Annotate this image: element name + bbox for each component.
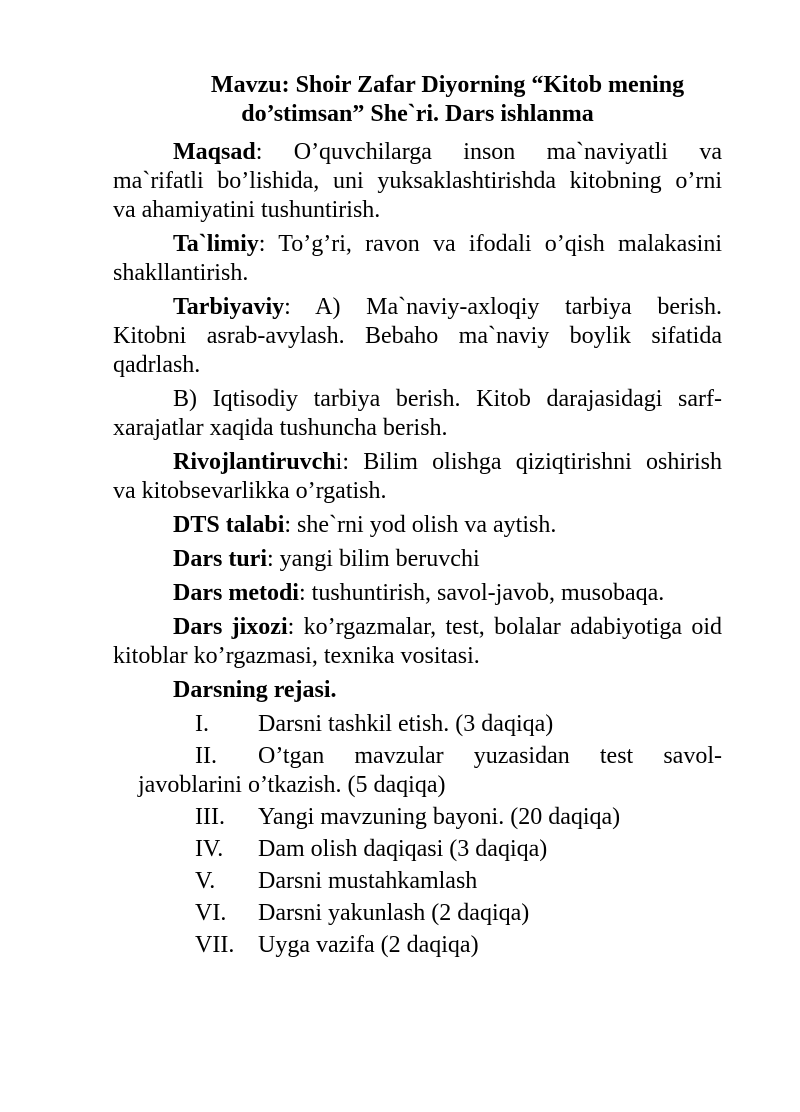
paragraph-text: : A) Ma`naviy-axloqiy tarbiya berish. <box>284 294 722 320</box>
paragraph-lead: Dars metodi <box>173 580 299 606</box>
paragraph-line <box>113 511 722 540</box>
plan-item-line <box>138 742 722 771</box>
paragraph <box>113 676 722 705</box>
paragraph-line <box>113 477 722 506</box>
plan-item-numeral: VI. <box>195 900 227 926</box>
paragraph-line <box>113 448 722 477</box>
paragraph-lead: Tarbiyaviy <box>173 294 285 320</box>
plan-item-line <box>138 931 722 960</box>
paragraph <box>113 579 722 608</box>
paragraph-text: : tushuntirish, savol-javob, musobaqa. <box>298 580 665 606</box>
plan-item-text: O’tgan mavzular yuzasidan test savol- <box>258 743 722 769</box>
paragraph-line <box>113 545 722 574</box>
plan-item-line <box>138 710 722 739</box>
paragraph-text: Kitobni asrab-avylash. Bebaho ma`naviy boylik sifatida <box>113 323 722 349</box>
paragraph-lead: Maqsad <box>173 139 256 165</box>
plan-item-numeral: I. <box>195 711 209 737</box>
paragraph-line <box>113 414 722 443</box>
paragraph-lead: DTS talabi <box>173 512 285 538</box>
paragraph-line <box>113 259 722 288</box>
lesson-plan-list <box>138 710 722 960</box>
paragraph <box>113 230 722 288</box>
paragraph-text: xarajatlar xaqida tushuncha berish. <box>113 415 448 441</box>
paragraph-lead: Rivojlantiruvch <box>173 449 336 475</box>
paragraph-line <box>113 385 722 414</box>
paragraph <box>113 138 722 225</box>
plan-item <box>138 710 722 739</box>
plan-item-text: Uyga vazifa (2 daqiqa) <box>258 932 479 958</box>
paragraph-text: B) Iqtisodiy tarbiya berish. Kitob darajasidagi sarf- <box>173 386 722 412</box>
paragraph-line <box>113 322 722 351</box>
paragraph-text: kitoblar ko’rgazmasi, texnika vositasi. <box>113 643 480 669</box>
paragraph-text: : yangi bilim beruvchi <box>266 546 480 572</box>
paragraph-lead: Dars jixozi <box>173 614 288 640</box>
paragraph <box>113 385 722 443</box>
paragraph-line <box>113 167 722 196</box>
paragraph-line <box>113 196 722 225</box>
plan-item-text: Yangi mavzuning bayoni. (20 daqiqa) <box>258 804 621 830</box>
paragraph-line <box>113 351 722 380</box>
paragraph-text: shakllantirish. <box>113 260 249 286</box>
plan-item-numeral: III. <box>195 804 225 830</box>
paragraph-line <box>113 613 722 642</box>
plan-item <box>138 867 722 896</box>
paragraph-line <box>113 293 722 322</box>
plan-item <box>138 803 722 832</box>
paragraph-lead: Darsning rejasi. <box>173 677 337 703</box>
plan-item-numeral: VII. <box>195 932 235 958</box>
plan-item-text: Dam olish daqiqasi (3 daqiqa) <box>258 836 548 862</box>
paragraph-line <box>113 230 722 259</box>
plan-item-numeral: IV. <box>195 836 224 862</box>
plan-item-text: Darsni tashkil etish. (3 daqiqa) <box>258 711 554 737</box>
paragraph-lead: Ta`limiy <box>173 231 259 257</box>
paragraph-text: qadrlash. <box>113 352 201 378</box>
plan-item-line <box>138 835 722 864</box>
paragraph-line <box>113 642 722 671</box>
plan-item <box>138 742 722 800</box>
plan-item-text: Darsni yakunlash (2 daqiqa) <box>258 900 530 926</box>
plan-item <box>138 931 722 960</box>
plan-item-numeral: V. <box>195 868 216 894</box>
paragraph-text: i: Bilim olishga qiziqtirishni oshirish <box>335 449 722 475</box>
paragraph-text: : To’g’ri, ravon va ifodali o’qish malakasini <box>258 231 722 257</box>
paragraph-line <box>113 138 722 167</box>
paragraph <box>113 448 722 506</box>
paragraph <box>113 293 722 380</box>
paragraph-line <box>113 579 722 608</box>
title-line-2: do’stimsan” She`ri. Dars ishlanma <box>241 101 594 127</box>
plan-item-text: javoblarini o’tkazish. (5 daqiqa) <box>138 772 446 798</box>
paragraph <box>113 511 722 540</box>
plan-item-line <box>138 771 722 800</box>
paragraph-text: : O’quvchilarga inson ma`naviyatli va <box>255 139 722 165</box>
paragraph-text: : ko’rgazmalar, test, bolalar adabiyotiga oid <box>287 614 722 640</box>
paragraph <box>113 613 722 671</box>
document-title <box>113 71 722 129</box>
plan-item-text: Darsni mustahkamlash <box>258 868 478 894</box>
paragraph-text: va kitobsevarlikka o’rgatish. <box>113 478 387 504</box>
paragraph <box>113 545 722 574</box>
paragraph-text: va ahamiyatini tushuntirish. <box>113 197 381 223</box>
paragraph-text: : she`rni yod olish va aytish. <box>284 512 557 538</box>
plan-item-line <box>138 803 722 832</box>
title-line-1: Mavzu: Shoir Zafar Diyorning “Kitob mening <box>210 72 685 98</box>
plan-item-line <box>138 899 722 928</box>
plan-item-line <box>138 867 722 896</box>
plan-item-numeral: II. <box>195 743 217 769</box>
plan-item <box>138 899 722 928</box>
plan-item <box>138 835 722 864</box>
document-paragraphs <box>113 138 722 705</box>
paragraph-line <box>113 676 722 705</box>
paragraph-text: ma`rifatli bo’lishida, uni yuksaklashtirishda kitobning o’rni <box>113 168 722 194</box>
paragraph-lead: Dars turi <box>173 546 267 572</box>
